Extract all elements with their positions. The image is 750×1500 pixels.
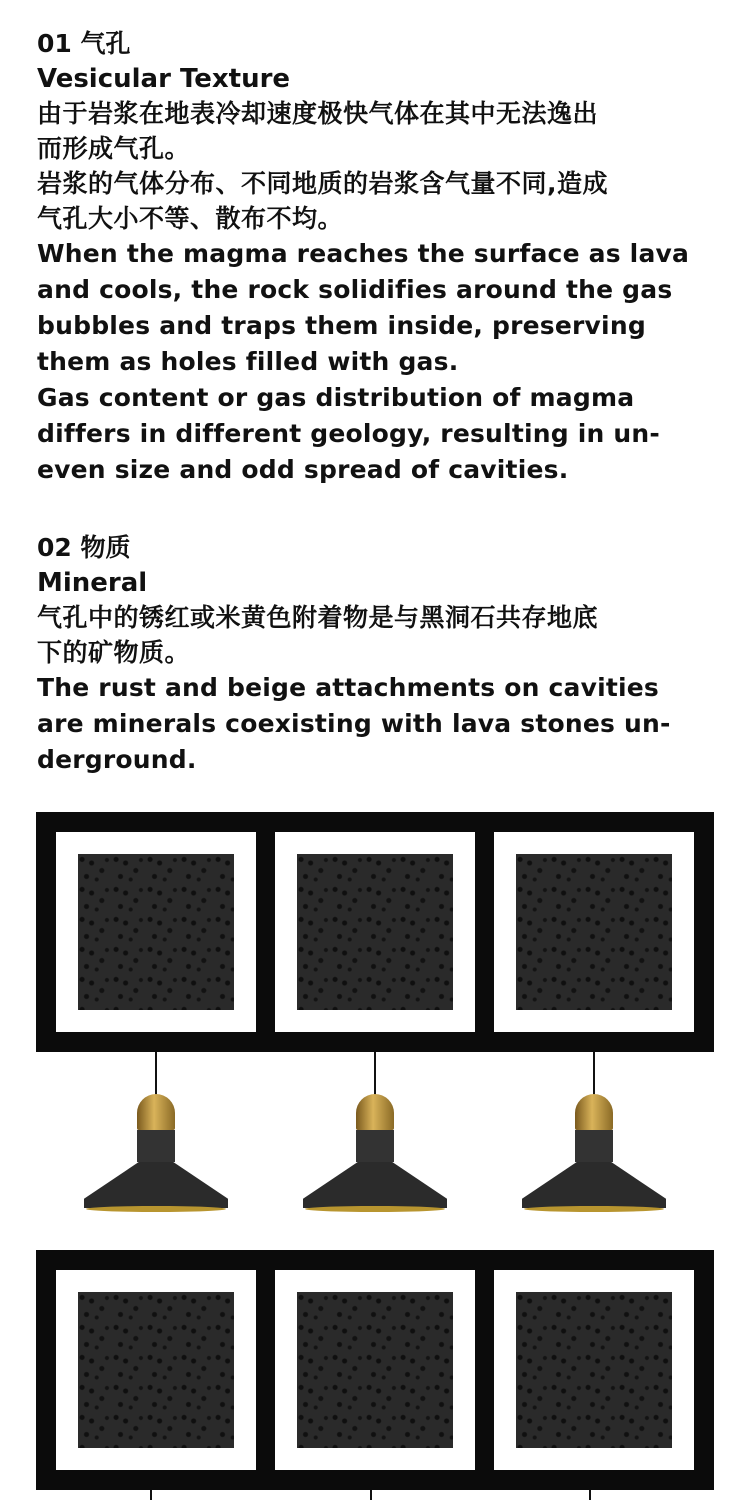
pendant-lamp [514, 1052, 674, 1222]
en-line: are minerals coexisting with lava stones un- [37, 709, 671, 738]
zh-line: 气孔中的锈红或米黄色附着物是与黑洞石共存地底 [37, 603, 599, 632]
lava-stone-texture [297, 1292, 453, 1448]
zh-line: 而形成气孔。 [37, 134, 191, 163]
lava-stone-texture [297, 854, 453, 1010]
en-line: and cools, the rock solidifies around the gas [37, 275, 673, 304]
en-line: bubbles and traps them inside, preserving [37, 311, 646, 340]
closeup-photo [275, 1270, 475, 1470]
closeup-photo [56, 832, 256, 1032]
section-mineral [37, 530, 727, 778]
section-title-en: Vesicular Texture [37, 64, 291, 94]
frame-ticks [36, 1490, 714, 1500]
closeup-photo [275, 832, 475, 1032]
section-number: 02 物质 [37, 533, 131, 562]
en-line: Gas content or gas distribution of magma [37, 383, 635, 412]
lava-stone-texture [516, 1292, 672, 1448]
closeup-photo [56, 1270, 256, 1470]
section-vesicular-texture [37, 26, 727, 488]
zh-line: 气孔大小不等、散布不均。 [37, 204, 344, 233]
en-line: The rust and beige attachments on cavities [37, 673, 659, 702]
pendant-lamps-row [36, 1052, 714, 1250]
en-line: differs in different geology, resulting in un- [37, 419, 660, 448]
en-line: them as holes filled with gas. [37, 347, 459, 376]
closeup-photo [494, 832, 694, 1032]
lava-stone-texture [78, 1292, 234, 1448]
zh-line: 下的矿物质。 [37, 638, 191, 667]
lava-stone-texture [516, 854, 672, 1010]
en-line: derground. [37, 745, 197, 774]
lava-stone-texture [78, 854, 234, 1010]
section-title-en: Mineral [37, 568, 148, 598]
zh-line: 岩浆的气体分布、不同地质的岩浆含气量不同,造成 [37, 169, 608, 198]
closeup-frame-band-top [36, 812, 714, 1052]
closeup-frame-band-bottom [36, 1250, 714, 1490]
en-line: even size and odd spread of cavities. [37, 455, 569, 484]
section-number: 01 气孔 [37, 29, 131, 58]
closeup-photo [494, 1270, 694, 1470]
pendant-lamp [295, 1052, 455, 1222]
zh-line: 由于岩浆在地表冷却速度极快气体在其中无法逸出 [37, 99, 599, 128]
en-line: When the magma reaches the surface as lava [37, 239, 690, 268]
pendant-lamp [76, 1052, 236, 1222]
